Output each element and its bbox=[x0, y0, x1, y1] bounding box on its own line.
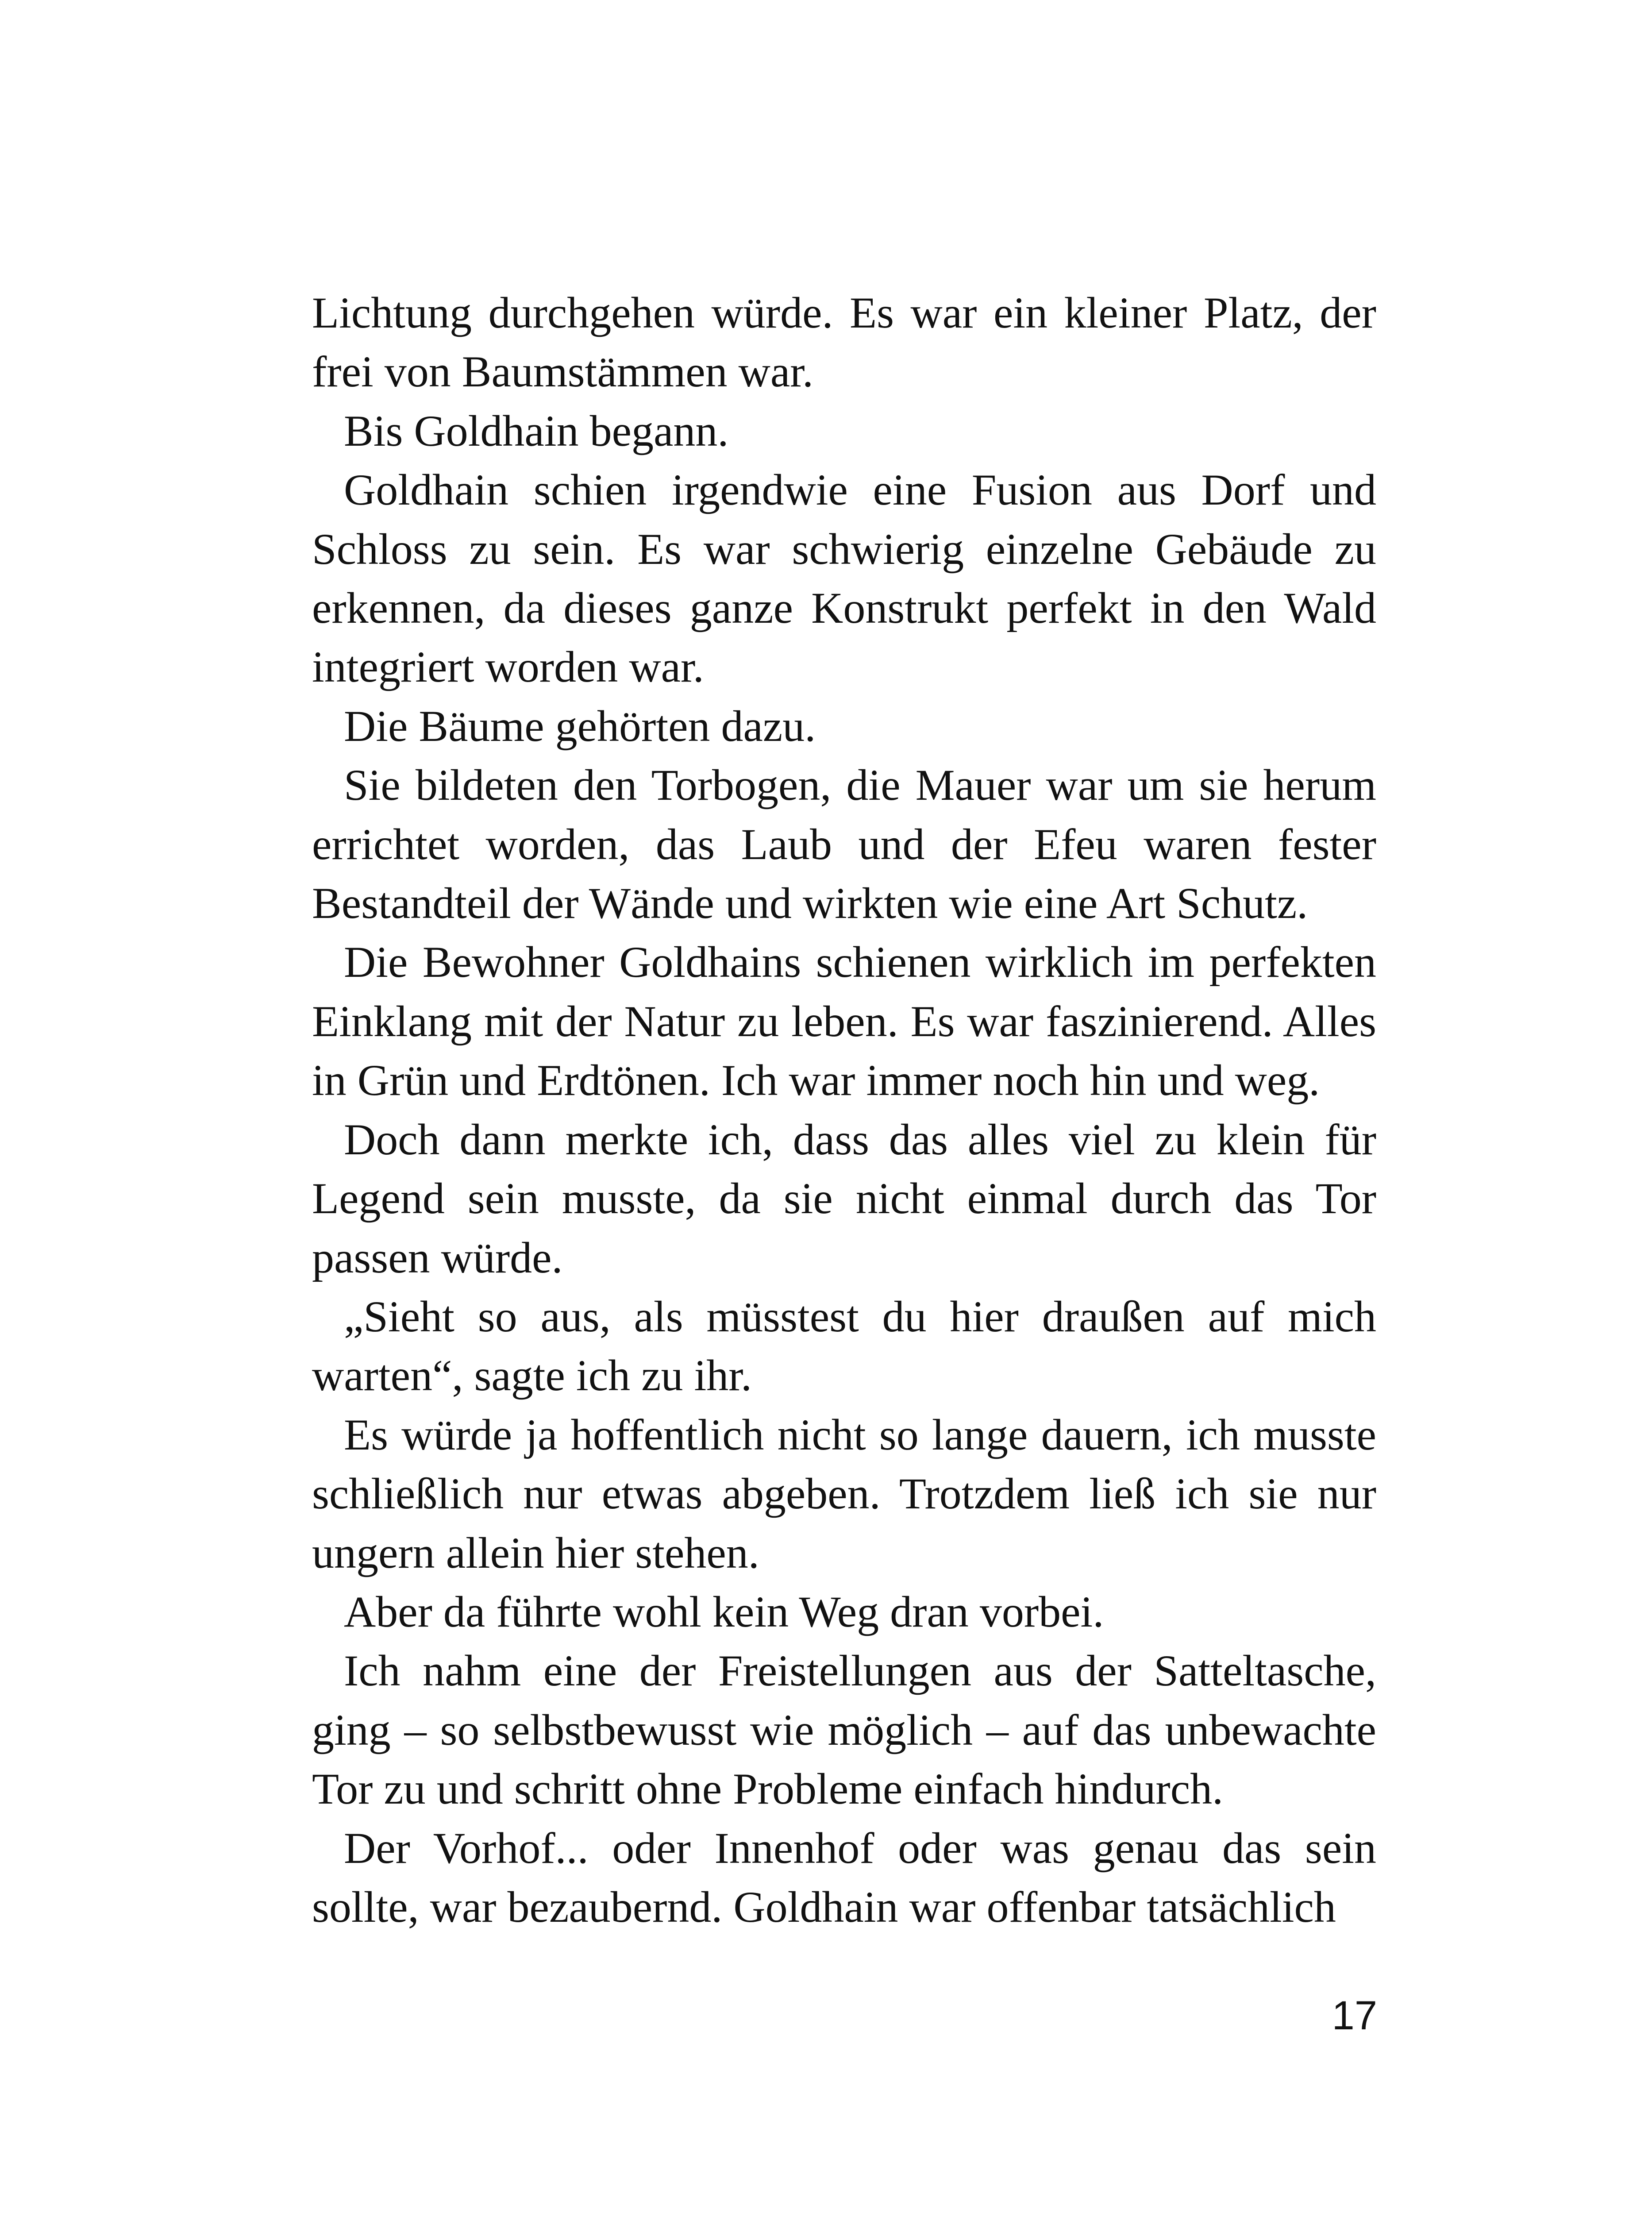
paragraph: Ich nahm eine der Freistellungen aus der Satteltasche, ging – so selbstbewusst wie möglich – auf das unbewachte Tor zu und schritt ohne Probleme einfach hindurch. bbox=[312, 1646, 1376, 1814]
paragraph: „Sieht so aus, als müsstest du hier draußen auf mich warten“, sagte ich zu ihr. bbox=[312, 1292, 1376, 1400]
paragraph: Die Bäume gehörten dazu. bbox=[344, 701, 816, 751]
paragraph: Es würde ja hoffentlich nicht so lange dauern, ich musste schließlich nur etwas abgeben. Trotzdem ließ ich sie nur ungern allein hier stehen. bbox=[312, 1410, 1376, 1577]
paragraph: Doch dann merkte ich, dass das alles viel zu klein für Legend sein musste, da sie nicht einmal durch das Tor passen würde. bbox=[312, 1114, 1376, 1282]
paragraph: Der Vorhof... oder Innenhof oder was genau das sein sollte, war bezaubernd. Goldhain war offenbar tatsächlich bbox=[312, 1823, 1376, 1932]
paragraph: Die Bewohner Goldhains schienen wirklich im perfekten Einklang mit der Natur zu leben. Es war faszinierend. Alles in Grün und Erdtönen. Ich war immer noch hin und weg. bbox=[312, 937, 1376, 1105]
paragraph: Lichtung durchgehen würde. Es war ein kleiner Platz, der frei von Baumstämmen war. bbox=[312, 288, 1376, 397]
paragraph: Bis Goldhain begann. bbox=[344, 406, 729, 455]
page-number: 17 bbox=[1332, 1993, 1377, 2038]
paragraph: Aber da führte wohl kein Weg dran vorbei. bbox=[344, 1587, 1104, 1636]
paragraph: Sie bildeten den Torbogen, die Mauer war um sie herum errichtet worden, das Laub und der Efeu waren fester Bestandteil der Wände und wirkten wie eine Art Schutz. bbox=[312, 760, 1376, 928]
paragraph: Goldhain schien irgendwie eine Fusion aus Dorf und Schloss zu sein. Es war schwierig einzelne Gebäude zu erkennen, da dieses ganze Konstrukt perfekt in den Wald integriert worden war. bbox=[312, 465, 1376, 692]
body-text bbox=[312, 283, 1376, 1936]
